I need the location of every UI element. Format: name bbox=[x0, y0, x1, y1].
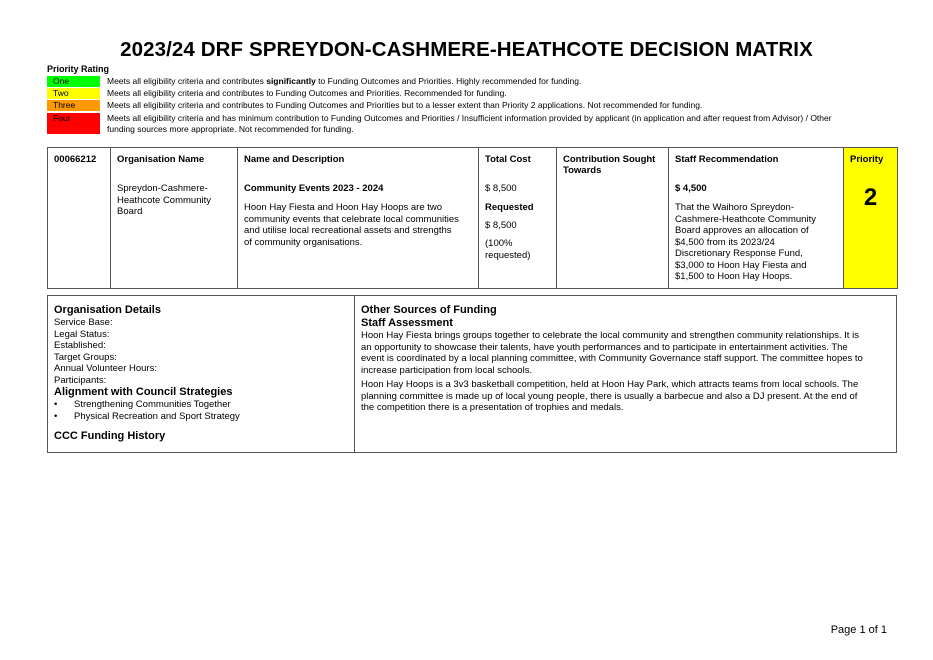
other-sources-header: Other Sources of Funding bbox=[361, 304, 497, 316]
strategy-item: • Strengthening Communities Together bbox=[54, 399, 231, 410]
staff-recommendation-text: That the Waihoro Spreydon- Cashmere-Heathcote Community Board approves an allocation of $4,500 from its 2023/24 Discretionary Response Fund, $3,000 to Hoon Hay Fiesta and $1,500 to Hoon Hay Hoops. bbox=[675, 202, 816, 282]
priority-swatch-one: One bbox=[47, 76, 100, 87]
name-description-header: Name and Description bbox=[244, 154, 345, 165]
priority-text-two: Meets all eligibility criteria and contributes to Funding Outcomes and Priorities. Recommended for funding. bbox=[107, 88, 507, 98]
page-title: 2023/24 DRF SPREYDON-CASHMERE-HEATHCOTE DECISION MATRIX bbox=[120, 38, 813, 61]
volunteer-hours-field: Annual Volunteer Hours: bbox=[54, 363, 157, 374]
requested-percentage: (100% requested) bbox=[485, 238, 531, 261]
priority-header: Priority bbox=[850, 154, 884, 165]
priority-text-three: Meets all eligibility criteria and contributes to Funding Outcomes and Priorities but to a lesser extent than Priority 2 applications. Not recommended for funding. bbox=[107, 100, 703, 110]
organisation-details-panel bbox=[48, 296, 355, 452]
project-description: Hoon Hay Fiesta and Hoon Hay Hoops are two community events that celebrate local communities and utilise local recreational assets and strengths of community organisations. bbox=[244, 202, 459, 248]
participants-field: Participants: bbox=[54, 374, 107, 386]
priority-text-four: Meets all eligibility criteria and has minimum contribution to Funding Outcomes and Priorities / Insufficient information provided by applicant (in application and after request from Advisor) / Other funding sources more appropriate. Not recommended for funding. bbox=[107, 113, 832, 134]
assessment-paragraph-2: Hoon Hay Hoops is a 3v3 basketball competition, held at Hoon Hay Park, which attracts teams from local schools. The planning committee is made up of local young people, there is usually a barbecue and also a DJ present. At the end of the competition there is a presentation of trophies and medals. bbox=[361, 379, 859, 413]
assessment-panel bbox=[355, 296, 896, 452]
funding-history-header: CCC Funding History bbox=[54, 430, 166, 442]
target-groups-field: Target Groups: bbox=[54, 351, 117, 363]
total-cost-value: $ 8,500 bbox=[485, 183, 517, 194]
priority-swatch-four: Four bbox=[47, 113, 100, 134]
assessment-paragraph-1: Hoon Hay Fiesta brings groups together to celebrate the local community and strengthen community relationships. It is an opportunity to showcase their talents, have youth performances and to participate in entertainment activities. The event is coordinated by a local planning committee, with Community Governance staff support. The committee hopes to increase participation from local schools. bbox=[361, 330, 863, 376]
org-name-header: Organisation Name bbox=[117, 154, 205, 165]
requested-amount: $ 8,500 bbox=[485, 220, 517, 231]
page-number: Page 1 of 1 bbox=[830, 624, 887, 636]
total-cost-header: Total Cost bbox=[485, 154, 531, 165]
requested-label: Requested bbox=[485, 202, 534, 213]
strategy-item: • Physical Recreation and Sport Strategy bbox=[54, 411, 240, 422]
staff-assessment-header: Staff Assessment bbox=[361, 317, 453, 329]
priority-text-one: Meets all eligibility criteria and contributes significantly to Funding Outcomes and Priorities. Highly recommended for funding. bbox=[107, 76, 582, 86]
legal-status-field: Legal Status: bbox=[54, 328, 110, 340]
service-base-field: Service Base: bbox=[54, 317, 113, 328]
priority-value: 2 bbox=[863, 184, 878, 211]
priority-rating-label: Priority Rating bbox=[47, 64, 110, 74]
staff-recommendation-header: Staff Recommendation bbox=[675, 154, 779, 165]
project-name: Community Events 2023 - 2024 bbox=[244, 183, 384, 194]
org-name: Spreydon-Cashmere- Heathcote Community Board bbox=[117, 183, 211, 217]
established-field: Established: bbox=[54, 340, 106, 351]
priority-swatch-two: Two bbox=[47, 88, 100, 99]
contribution-header: Contribution Sought Towards bbox=[563, 154, 656, 176]
organisation-details-header: Organisation Details bbox=[54, 304, 161, 316]
application-table bbox=[47, 147, 898, 289]
application-id: 00066212 bbox=[54, 154, 97, 165]
staff-recommendation-amount: $ 4,500 bbox=[675, 183, 707, 194]
details-table bbox=[47, 295, 897, 453]
alignment-header: Alignment with Council Strategies bbox=[54, 386, 233, 398]
priority-swatch-three: Three bbox=[47, 100, 100, 111]
